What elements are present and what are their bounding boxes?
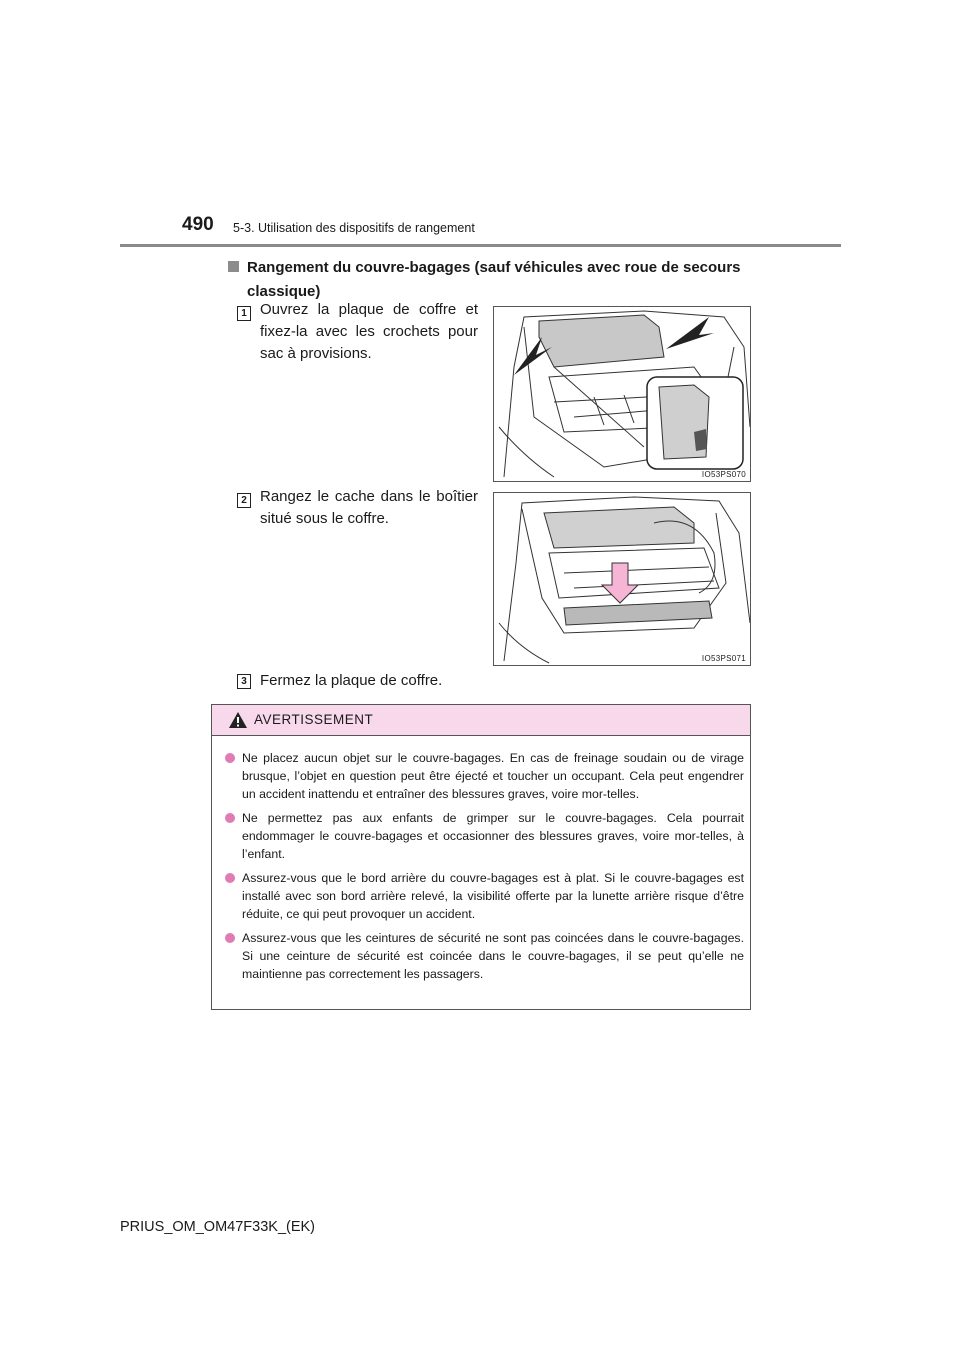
warning-item-text: Ne placez aucun objet sur le couvre-bagages. En cas de freinage soudain ou de virage brusque, l’objet en question peut être éjecté et toucher un occupant. Cela peut engendrer un accident inattendu et entraîner des blessures graves, voire mor-telles. — [242, 751, 744, 801]
step-text-2: Rangez le cache dans le boîtier situé sous le coffre. — [260, 488, 478, 527]
step-text-1: Ouvrez la plaque de coffre et fixez-la avec les crochets pour sac à provisions. — [260, 301, 478, 362]
bullet-icon — [225, 873, 235, 883]
figure-trunk-open-hooks — [493, 306, 751, 482]
warning-item-text: Assurez-vous que le bord arrière du couvre-bagages est à plat. Si le couvre-bagages est installé avec son bord arrière relevé, la visibilité offerte par la lunette arrière risque d’être réduite, ce qui peut provoquer un accident. — [242, 871, 744, 921]
warning-item — [225, 809, 744, 863]
section-title: 5-3. Utilisation des dispositifs de rangement — [233, 221, 475, 235]
warning-item-text: Assurez-vous que les ceintures de sécurité ne sont pas coincées dans le couvre-bagages. Si une ceinture de sécurité est coincée dans le couvre-bagages, il se peut qu’elle ne maintienne pas correctement les passagers. — [242, 931, 744, 981]
warning-item — [225, 929, 744, 983]
warning-list — [225, 749, 744, 989]
square-bullet-icon — [228, 261, 239, 272]
warning-box — [211, 704, 751, 1010]
step-text-3: Fermez la plaque de coffre. — [260, 672, 443, 689]
trunk-illustration-1 — [494, 307, 750, 481]
figure-code-1: IO53PS070 — [701, 470, 746, 479]
figure-trunk-storage — [493, 492, 751, 666]
bullet-icon — [225, 753, 235, 763]
step-number-1: 1 — [237, 306, 251, 321]
trunk-illustration-2 — [494, 493, 750, 665]
warning-title: AVERTISSEMENT — [254, 712, 374, 727]
subheading-line1: Rangement du couvre-bagages (sauf véhicules avec roue de secours — [247, 259, 741, 276]
bullet-icon — [225, 813, 235, 823]
subheading — [228, 256, 748, 304]
bullet-icon — [225, 933, 235, 943]
warning-item — [225, 869, 744, 923]
figure-code-2: IO53PS071 — [701, 654, 746, 663]
step-number-2: 2 — [237, 493, 251, 508]
page-number: 490 — [182, 214, 214, 235]
subheading-line2: classique) — [247, 283, 321, 300]
warning-header — [212, 705, 750, 736]
warning-item — [225, 749, 744, 803]
header-rule — [120, 244, 841, 247]
warning-triangle-icon — [228, 711, 248, 729]
document-code: PRIUS_OM_OM47F33K_(EK) — [120, 1219, 316, 1235]
warning-item-text: Ne permettez pas aux enfants de grimper sur le couvre-bagages. Cela pourrait endommager le couvre-bagages et occasionner des blessures graves, voire mor-telles, à l’enfant. — [242, 811, 744, 861]
step-number-3: 3 — [237, 674, 251, 689]
